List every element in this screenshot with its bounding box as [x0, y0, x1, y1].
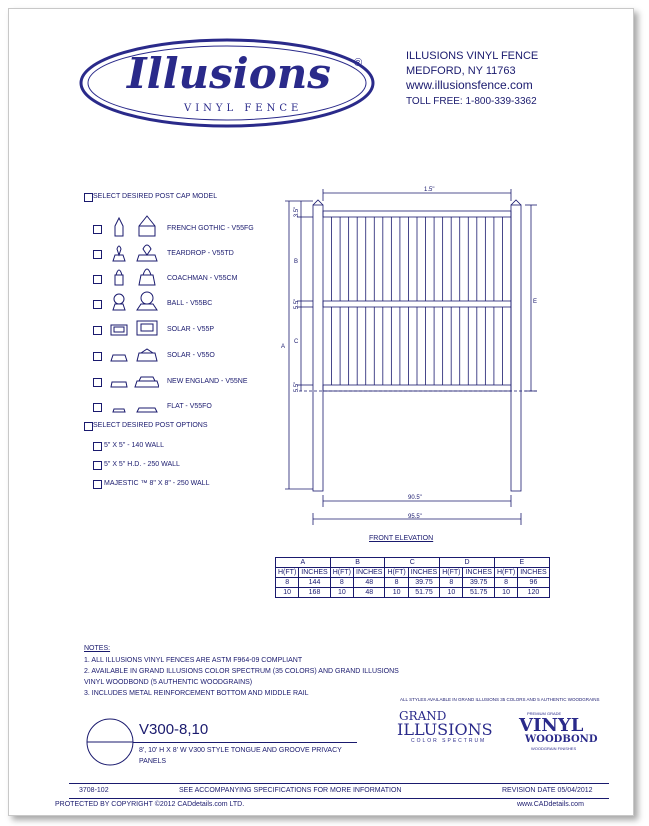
front-elevation-drawing [269, 179, 549, 529]
table-cell: 10 [385, 588, 408, 598]
table-cell: 39.75 [408, 578, 439, 588]
cap-checkbox[interactable] [93, 378, 102, 387]
table-cell: 39.75 [463, 578, 494, 588]
table-cell: 51.75 [408, 588, 439, 598]
drawing-sheet [8, 8, 634, 816]
dim-a: A [281, 344, 286, 350]
solar-cap-icon [107, 313, 159, 339]
model-circle [85, 717, 135, 767]
model-description-1: 8', 10' H X 8' W V300 STYLE TONGUE AND GROOVE PRIVACY [139, 747, 342, 754]
table-cell: 120 [518, 588, 549, 598]
table-row [271, 578, 549, 588]
post-option-label: MAJESTIC ™ 8" X 8" - 250 WALL [104, 480, 210, 487]
cap-label: FLAT - V55FO [167, 403, 212, 410]
table-row [271, 588, 549, 598]
spec-note: SEE ACCOMPANYING SPECIFICATIONS FOR MORE INFORMATION [179, 787, 402, 794]
post-cap-heading-checkbox[interactable] [84, 193, 93, 202]
footer-divider-2 [69, 798, 609, 799]
table-col-header: B [330, 558, 385, 568]
table-subheader: H(FT) [276, 568, 299, 578]
dim-e: E [533, 299, 538, 305]
post-options-heading-checkbox[interactable] [84, 422, 93, 431]
post-options-heading: SELECT DESIRED POST OPTIONS [93, 422, 208, 429]
note-item: 1. ALL ILLUSIONS VINYL FENCES ARE ASTM F964-09 COMPLIANT [84, 657, 303, 664]
logo-brand: Illusions [127, 49, 331, 98]
table-subheader: INCHES [299, 568, 330, 578]
dim-mid-small: 5.5" [294, 298, 301, 310]
company-name: ILLUSIONS VINYL FENCE [406, 50, 539, 62]
woodbond-logo: WOODBOND [525, 734, 598, 745]
woodbond-sub: WOODGRAIN FINISHES [531, 746, 577, 751]
flat-cap-icon [107, 390, 159, 416]
table-col-header: C [385, 558, 440, 568]
table-subheader: H(FT) [330, 568, 353, 578]
color-spectrum-logo: COLOR SPECTRUM [411, 738, 487, 744]
table-cell: 48 [354, 578, 385, 588]
grand-illusions-logo: ILLUSIONS [397, 720, 493, 739]
table-cell: 144 [299, 578, 330, 588]
table-cell: 8 [330, 578, 353, 588]
company-city: MEDFORD, NY 11763 [406, 65, 516, 77]
table-subheader: INCHES [518, 568, 549, 578]
cap-label: FRENCH GOTHIC - V55FG [167, 225, 254, 232]
grand-logo: GRAND [399, 709, 447, 723]
dimension-table [271, 557, 550, 598]
table-cell: 168 [299, 588, 330, 598]
cap-checkbox[interactable] [93, 326, 102, 335]
cap-checkbox[interactable] [93, 250, 102, 259]
table-cell: 8 [494, 578, 517, 588]
revision-date: REVISION DATE 05/04/2012 [502, 787, 593, 794]
width-inner: 90.5" [408, 495, 422, 501]
caddetails-link[interactable]: www.CADdetails.com [517, 801, 584, 808]
coachman-cap-icon [107, 261, 159, 287]
dim-b: B [294, 259, 299, 265]
table-cell: 48 [354, 588, 385, 598]
table-cell: 8 [385, 578, 408, 588]
table-cell: 8 [440, 578, 463, 588]
dim-left-small: 3.5" [294, 206, 301, 218]
width-outer: 95.5" [408, 514, 422, 520]
cap-label: TEARDROP - V55TD [167, 250, 234, 257]
new-england-cap-icon [107, 365, 159, 391]
teardrop-cap-icon [107, 237, 159, 263]
cap-checkbox[interactable] [93, 403, 102, 412]
company-website: www.illusionsfence.com [406, 78, 533, 92]
cap-label: SOLAR - V55P [167, 326, 215, 333]
note-item: 2. AVAILABLE IN GRAND ILLUSIONS COLOR SPECTRUM (35 COLORS) AND GRAND ILLUSIONS [84, 668, 399, 675]
table-col-header: A [276, 558, 331, 568]
table-cell: 51.75 [463, 588, 494, 598]
table-col-header: D [440, 558, 495, 568]
table-cell: 10 [330, 588, 353, 598]
notes-heading: NOTES: [84, 645, 111, 652]
company-phone: TOLL FREE: 1-800-339-3362 [406, 96, 537, 107]
table-cell: 10 [440, 588, 463, 598]
post-option-checkbox[interactable] [93, 480, 102, 489]
front-elevation-title: FRONT ELEVATION [369, 535, 434, 542]
model-underline [133, 742, 357, 743]
post-option-label: 5" X 5" - 140 WALL [104, 442, 164, 449]
cap-label: COACHMAN - V55CM [167, 275, 238, 282]
post-option-label: 5" X 5" H.D. - 250 WALL [104, 461, 180, 468]
cap-checkbox[interactable] [93, 352, 102, 361]
ball-cap-icon [107, 286, 159, 312]
logo-registered: ® [354, 57, 363, 69]
post-option-checkbox[interactable] [93, 461, 102, 470]
solar-o-cap-icon [107, 339, 159, 365]
table-cell: 10 [494, 588, 517, 598]
table-subheader: INCHES [354, 568, 385, 578]
cap-checkbox[interactable] [93, 300, 102, 309]
logo-tagline: VINYL FENCE [184, 103, 303, 114]
table-subheader: INCHES [463, 568, 494, 578]
model-description-2: PANELS [139, 758, 167, 765]
table-cell: 10 [276, 588, 299, 598]
dim-bot-small: 5.5" [294, 381, 301, 393]
table-subheader: H(FT) [385, 568, 408, 578]
note-item: VINYL WOODBOND (5 AUTHENTIC WOODGRAINS) [84, 679, 253, 686]
french-gothic-cap-icon [107, 212, 159, 238]
table-subheader: INCHES [408, 568, 439, 578]
table-cell: 96 [518, 578, 549, 588]
dim-c: C [294, 339, 299, 345]
copyright: PROTECTED BY COPYRIGHT ©2012 CADdetails.com LTD. [55, 801, 245, 808]
post-cap-heading: SELECT DESIRED POST CAP MODEL [93, 193, 218, 200]
dim-top: 1.5" [424, 187, 435, 193]
premium-grade-label: PREMIUM GRADE [527, 711, 562, 716]
cap-label: NEW ENGLAND - V55NE [167, 378, 248, 385]
vinyl-logo: VINYL [519, 715, 584, 736]
model-code: V300-8,10 [139, 721, 209, 738]
cap-checkbox[interactable] [93, 275, 102, 284]
footer-divider [69, 783, 609, 784]
table-subheader: H(FT) [494, 568, 517, 578]
cap-label: BALL - V55BC [167, 300, 213, 307]
drawing-number: 3708-102 [79, 787, 109, 794]
table-subheader: H(FT) [440, 568, 463, 578]
cap-checkbox[interactable] [93, 225, 102, 234]
cap-label: SOLAR - V55O [167, 352, 215, 359]
post-option-checkbox[interactable] [93, 442, 102, 451]
note-item: 3. INCLUDES METAL REINFORCEMENT BOTTOM AND MIDDLE RAIL [84, 690, 309, 697]
styles-note: ALL STYLES AVAILABLE IN GRAND ILLUSIONS 35 COLORS AND 5 AUTHENTIC WOODGRAINS [400, 697, 600, 702]
table-cell: 8 [276, 578, 299, 588]
table-col-header: E [494, 558, 549, 568]
